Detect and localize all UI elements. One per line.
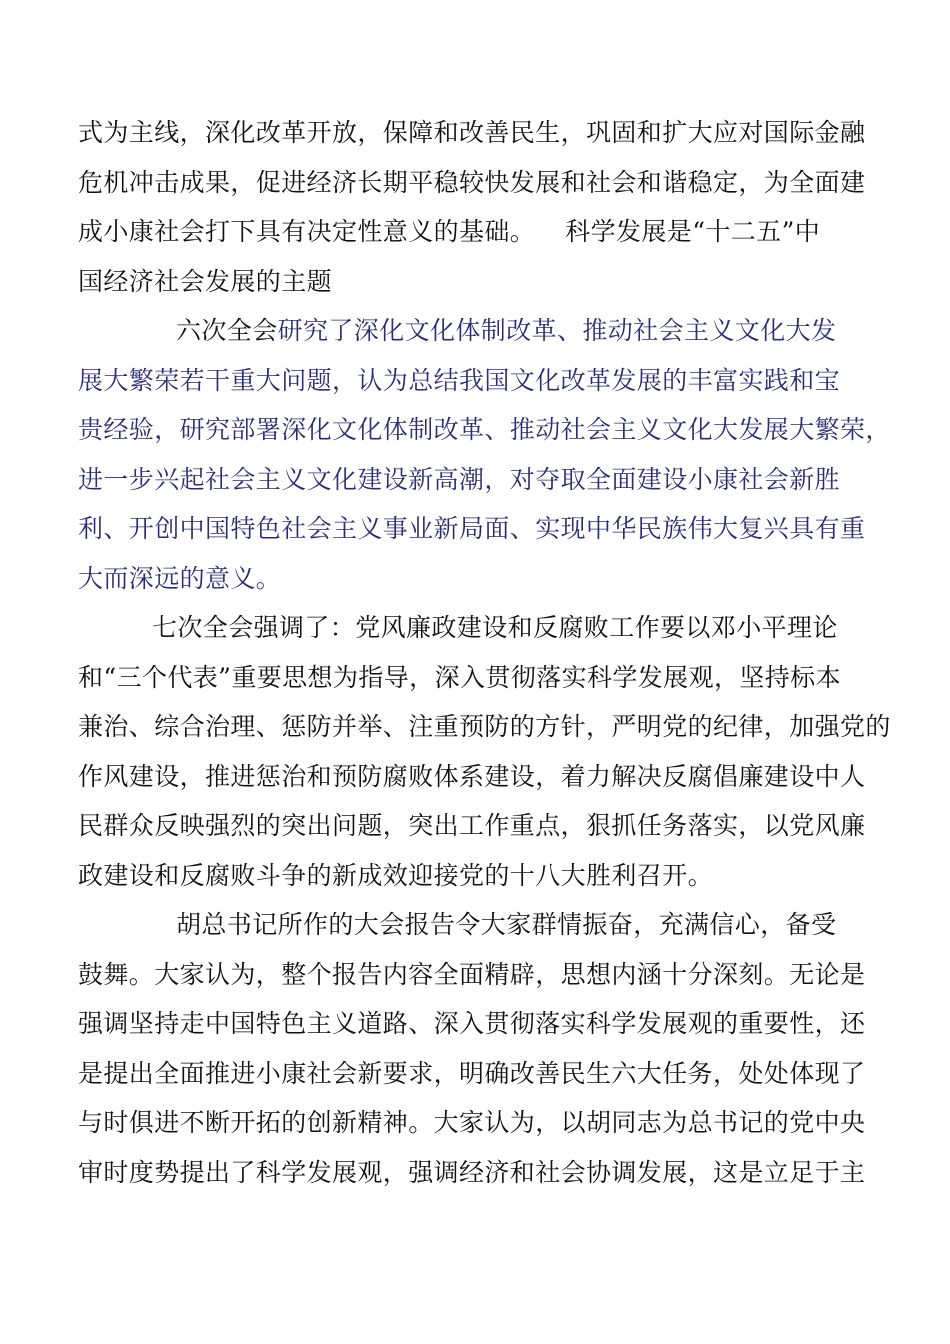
text-line: 与时俱进不断开拓的创新精神。大家认为，以胡同志为总书记的党中央 xyxy=(78,1108,866,1137)
paragraph-2 xyxy=(78,316,891,615)
text-line: 政建设和反腐败斗争的新成效迎接党的十八大胜利召开。 xyxy=(78,860,714,890)
text-line: 民群众反映强烈的突出问题，突出工作重点，狠抓任务落实，以党风廉 xyxy=(78,811,866,840)
text-line: 作风建设，推进惩治和预防腐败体系建设，着力解决反腐倡廉建设中人 xyxy=(78,761,866,791)
text-line: 鼓舞。大家认为，整个报告内容全面精辟，思想内涵十分深刻。无论是 xyxy=(78,959,866,989)
text-line: 和“三个代表”重要思想为指导，深入贯彻落实科学发展观，坚持标本 xyxy=(78,662,841,692)
text-line: 国经济社会发展的主题 xyxy=(78,266,333,296)
text-segment: 成小康社会打下具有决定性意义的基础。 xyxy=(78,217,536,246)
text-line: 展大繁荣若干重大问题，认为总结我国文化改革发展的丰富实践和宝 xyxy=(78,365,841,395)
text-line: 危机冲击成果，促进经济长期平稳较快发展和社会和谐稳定，为全面建 xyxy=(78,167,866,197)
text-segment: 科学发展是“十二五”中 xyxy=(565,217,821,246)
text-line xyxy=(78,219,868,269)
text-segment: 研究了深化文化体制改革、推动社会主义文化大发 xyxy=(277,316,837,345)
paragraph-3 xyxy=(78,613,891,912)
document-page xyxy=(78,118,891,1209)
text-line: 胡总书记所作的大会报告令大家群情振奋，充满信心，备受 xyxy=(176,910,837,939)
text-line: 兼治、综合治理、惩防并举、注重预防的方针，严明党的纪律，加强党的 xyxy=(78,712,891,741)
text-line: 利、开创中国特色社会主义事业新局面、实现中华民族伟大复兴具有重 xyxy=(78,514,866,543)
text-line: 审时度势提出了科学发展观，强调经济和社会协调发展，这是立足于主 xyxy=(78,1157,866,1187)
paragraph-lead: 六次全会 xyxy=(176,316,278,345)
paragraph-4 xyxy=(78,912,868,1209)
text-line: 七次全会强调了：党风廉政建设和反腐败工作要以邓小平理论 xyxy=(152,613,838,642)
text-line: 贵经验，研究部署深化文化体制改革、推动社会主义文化大发展大繁荣， xyxy=(78,415,891,444)
text-line: 大而深远的意义。 xyxy=(78,563,282,593)
text-line: 是提出全面推进小康社会新要求，明确改善民生六大任务，处处体现了 xyxy=(78,1058,866,1088)
text-line: 进一步兴起社会主义文化建设新高潮，对夺取全面建设小康社会新胜 xyxy=(78,464,841,494)
text-line xyxy=(78,318,868,368)
paragraph-1 xyxy=(78,120,868,318)
text-line: 强调坚持走中国特色主义道路、深入贯彻落实科学发展观的重要性，还 xyxy=(78,1009,866,1038)
text-line: 式为主线，深化改革开放，保障和改善民生，巩固和扩大应对国际金融 xyxy=(78,118,866,147)
